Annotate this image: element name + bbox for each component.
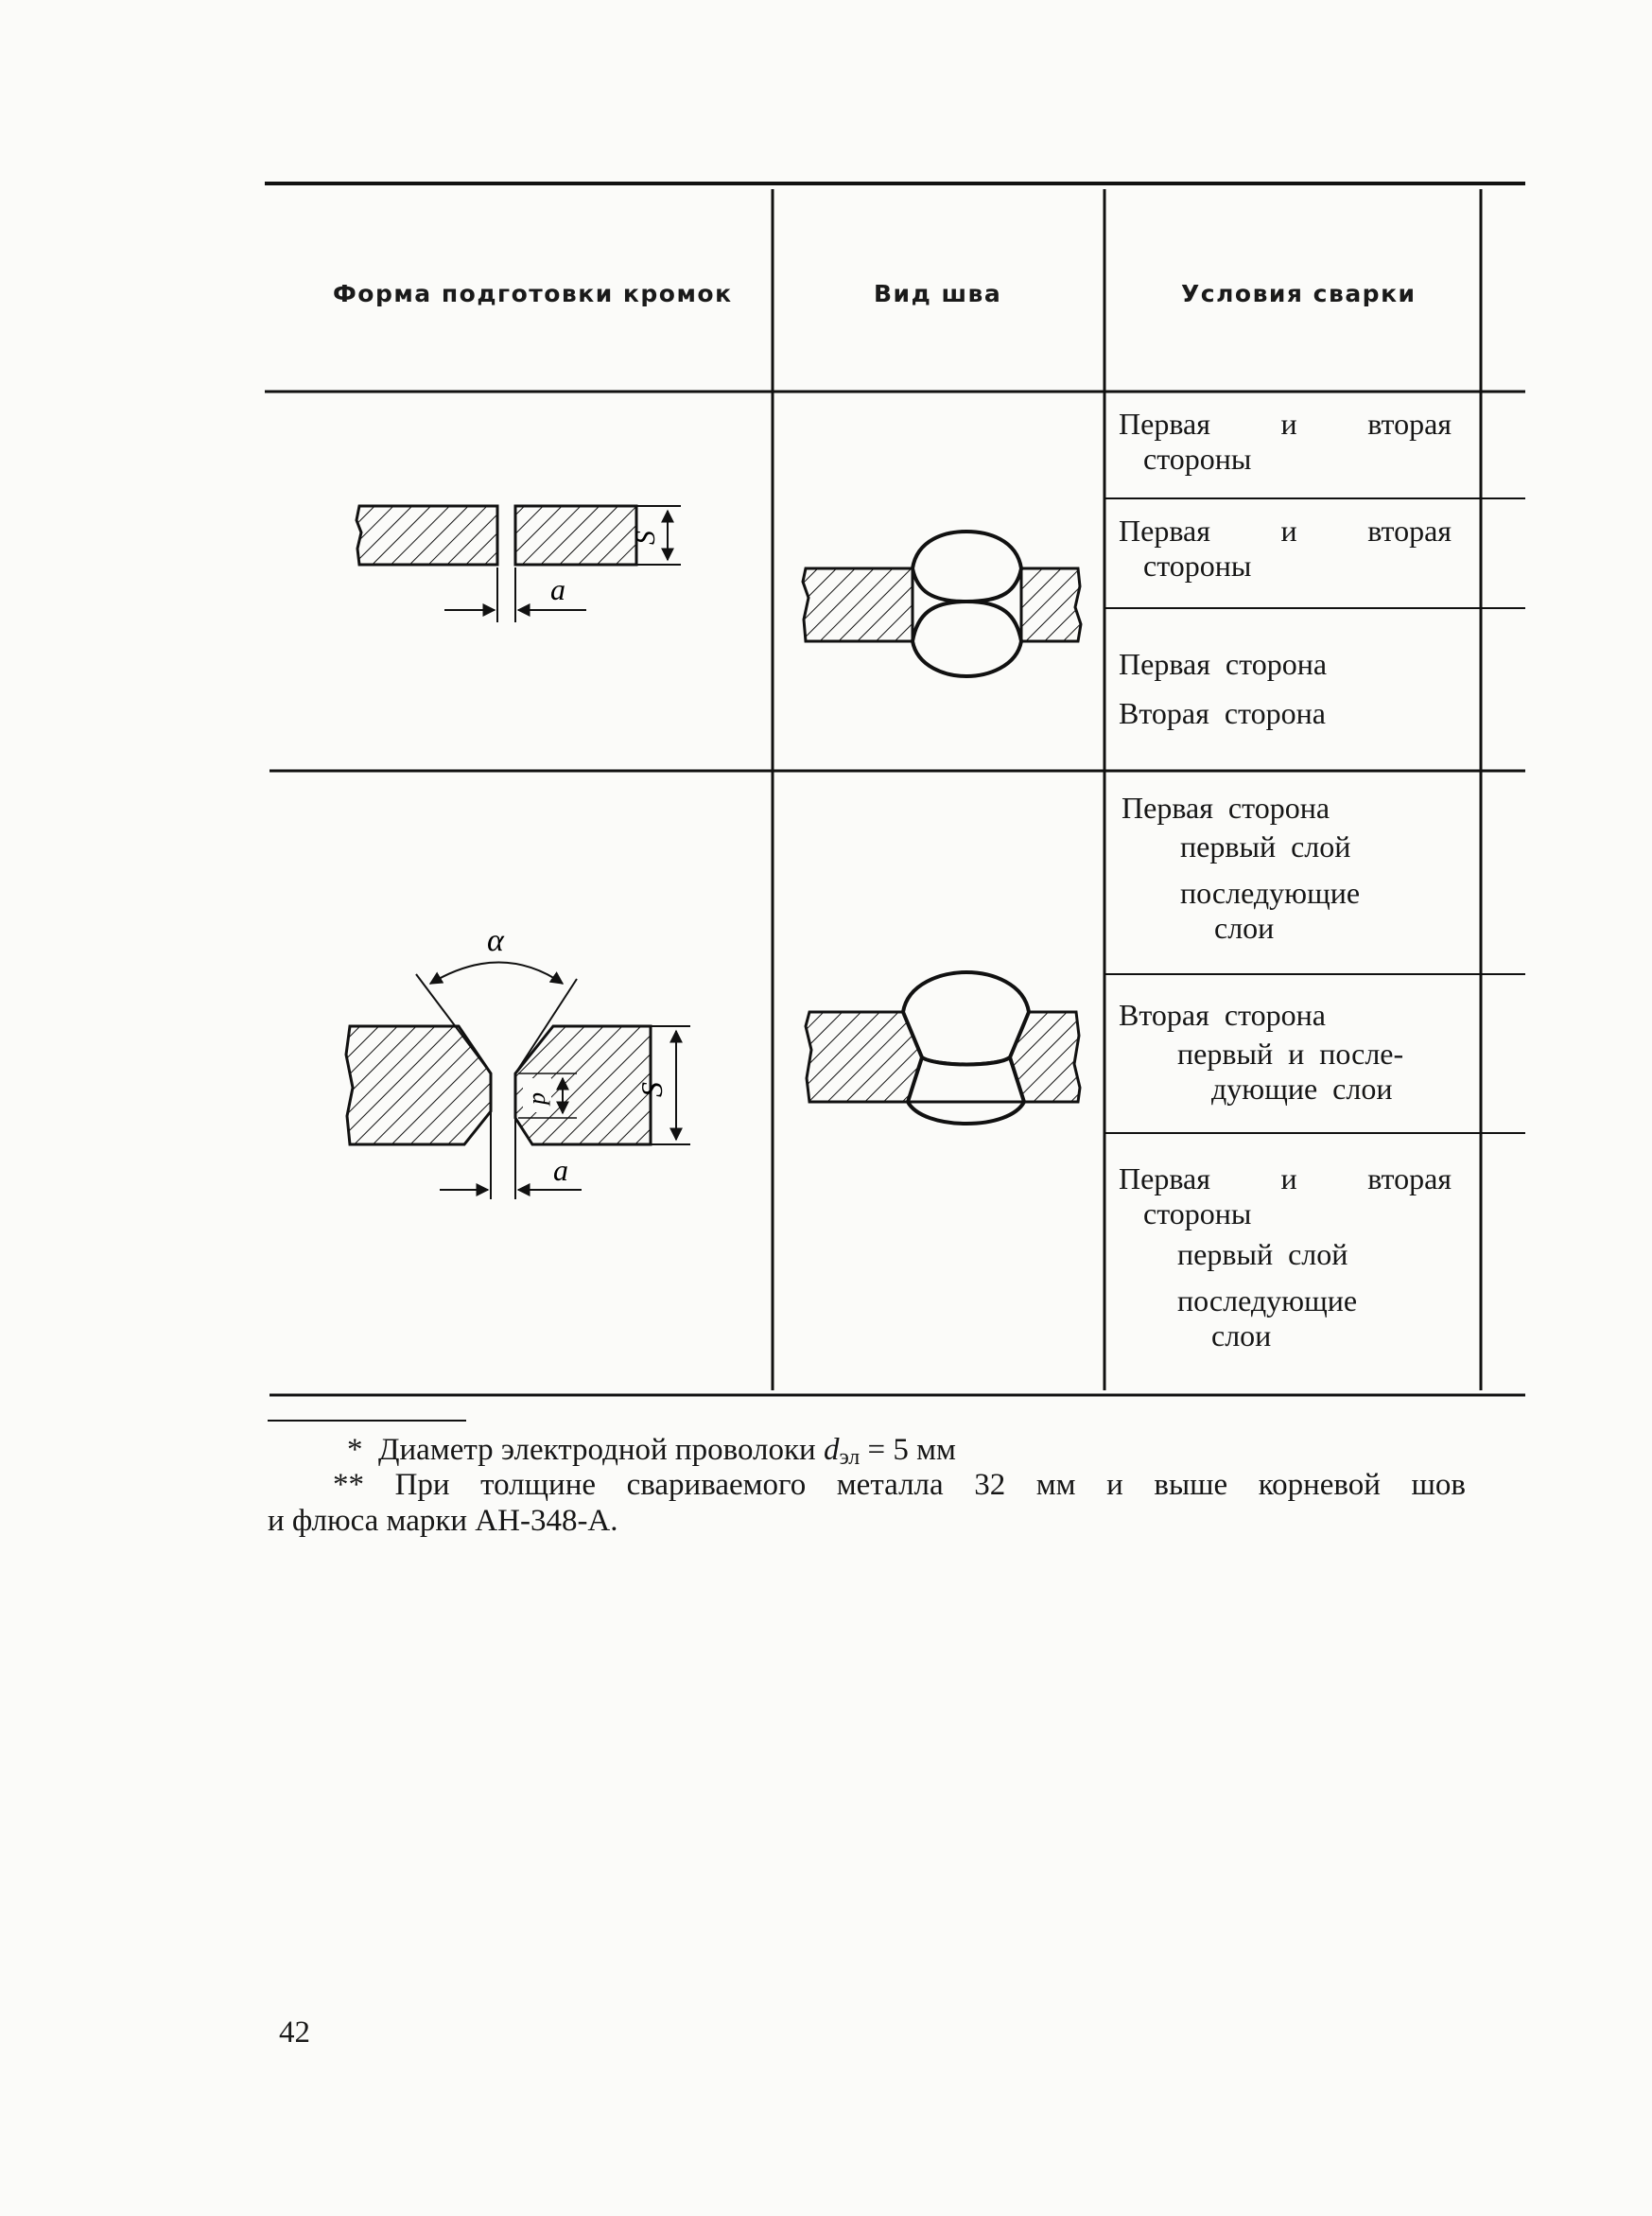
header-seam-type: Вид шва <box>874 280 1002 307</box>
cond-cell-r1-1: Первая и вторая стороны <box>1119 407 1452 476</box>
label-gap-a: a <box>550 572 565 606</box>
header-edge-prep: Форма подготовки кромок <box>333 280 733 307</box>
header-conditions: Условия сварки <box>1181 280 1417 307</box>
cond-line: Первая и вторая <box>1119 514 1452 548</box>
page-number: 42 <box>279 2015 310 2050</box>
cond-cell-r2-1: Первая сторона первый слой последующие слои <box>1122 791 1361 945</box>
label-thickness-s: S <box>635 1082 669 1097</box>
cond-cell-r2-2: Вторая сторона первый и после- дующие слои <box>1119 998 1404 1106</box>
label-gap-a: a <box>553 1153 568 1187</box>
label-angle-alpha: α <box>487 923 504 958</box>
cond-cell-r2-3: Первая и вторая стороны первый слой последующие слои <box>1119 1161 1452 1352</box>
cond-cell-r1-3: Первая сторона Вторая сторона <box>1119 647 1328 730</box>
cond-cell-r1-2: Первая и вторая стороны <box>1119 514 1452 583</box>
footnote-2: ** При толщине свариваемого металла 32 мм и выше корневой шов <box>333 1468 1466 1502</box>
label-thickness-s: S <box>630 531 661 545</box>
footnote-1: * Диаметр электродной проволоки $d_{эл} = 5$ мм <box>347 1433 956 1470</box>
label-root-p: p <box>523 1092 550 1105</box>
footnote-2-continuation: и флюса марки АН-348-А. <box>268 1504 618 1538</box>
cond-line: Первая и вторая <box>1119 407 1452 441</box>
cond-line: Первая и вторая <box>1119 1161 1452 1195</box>
